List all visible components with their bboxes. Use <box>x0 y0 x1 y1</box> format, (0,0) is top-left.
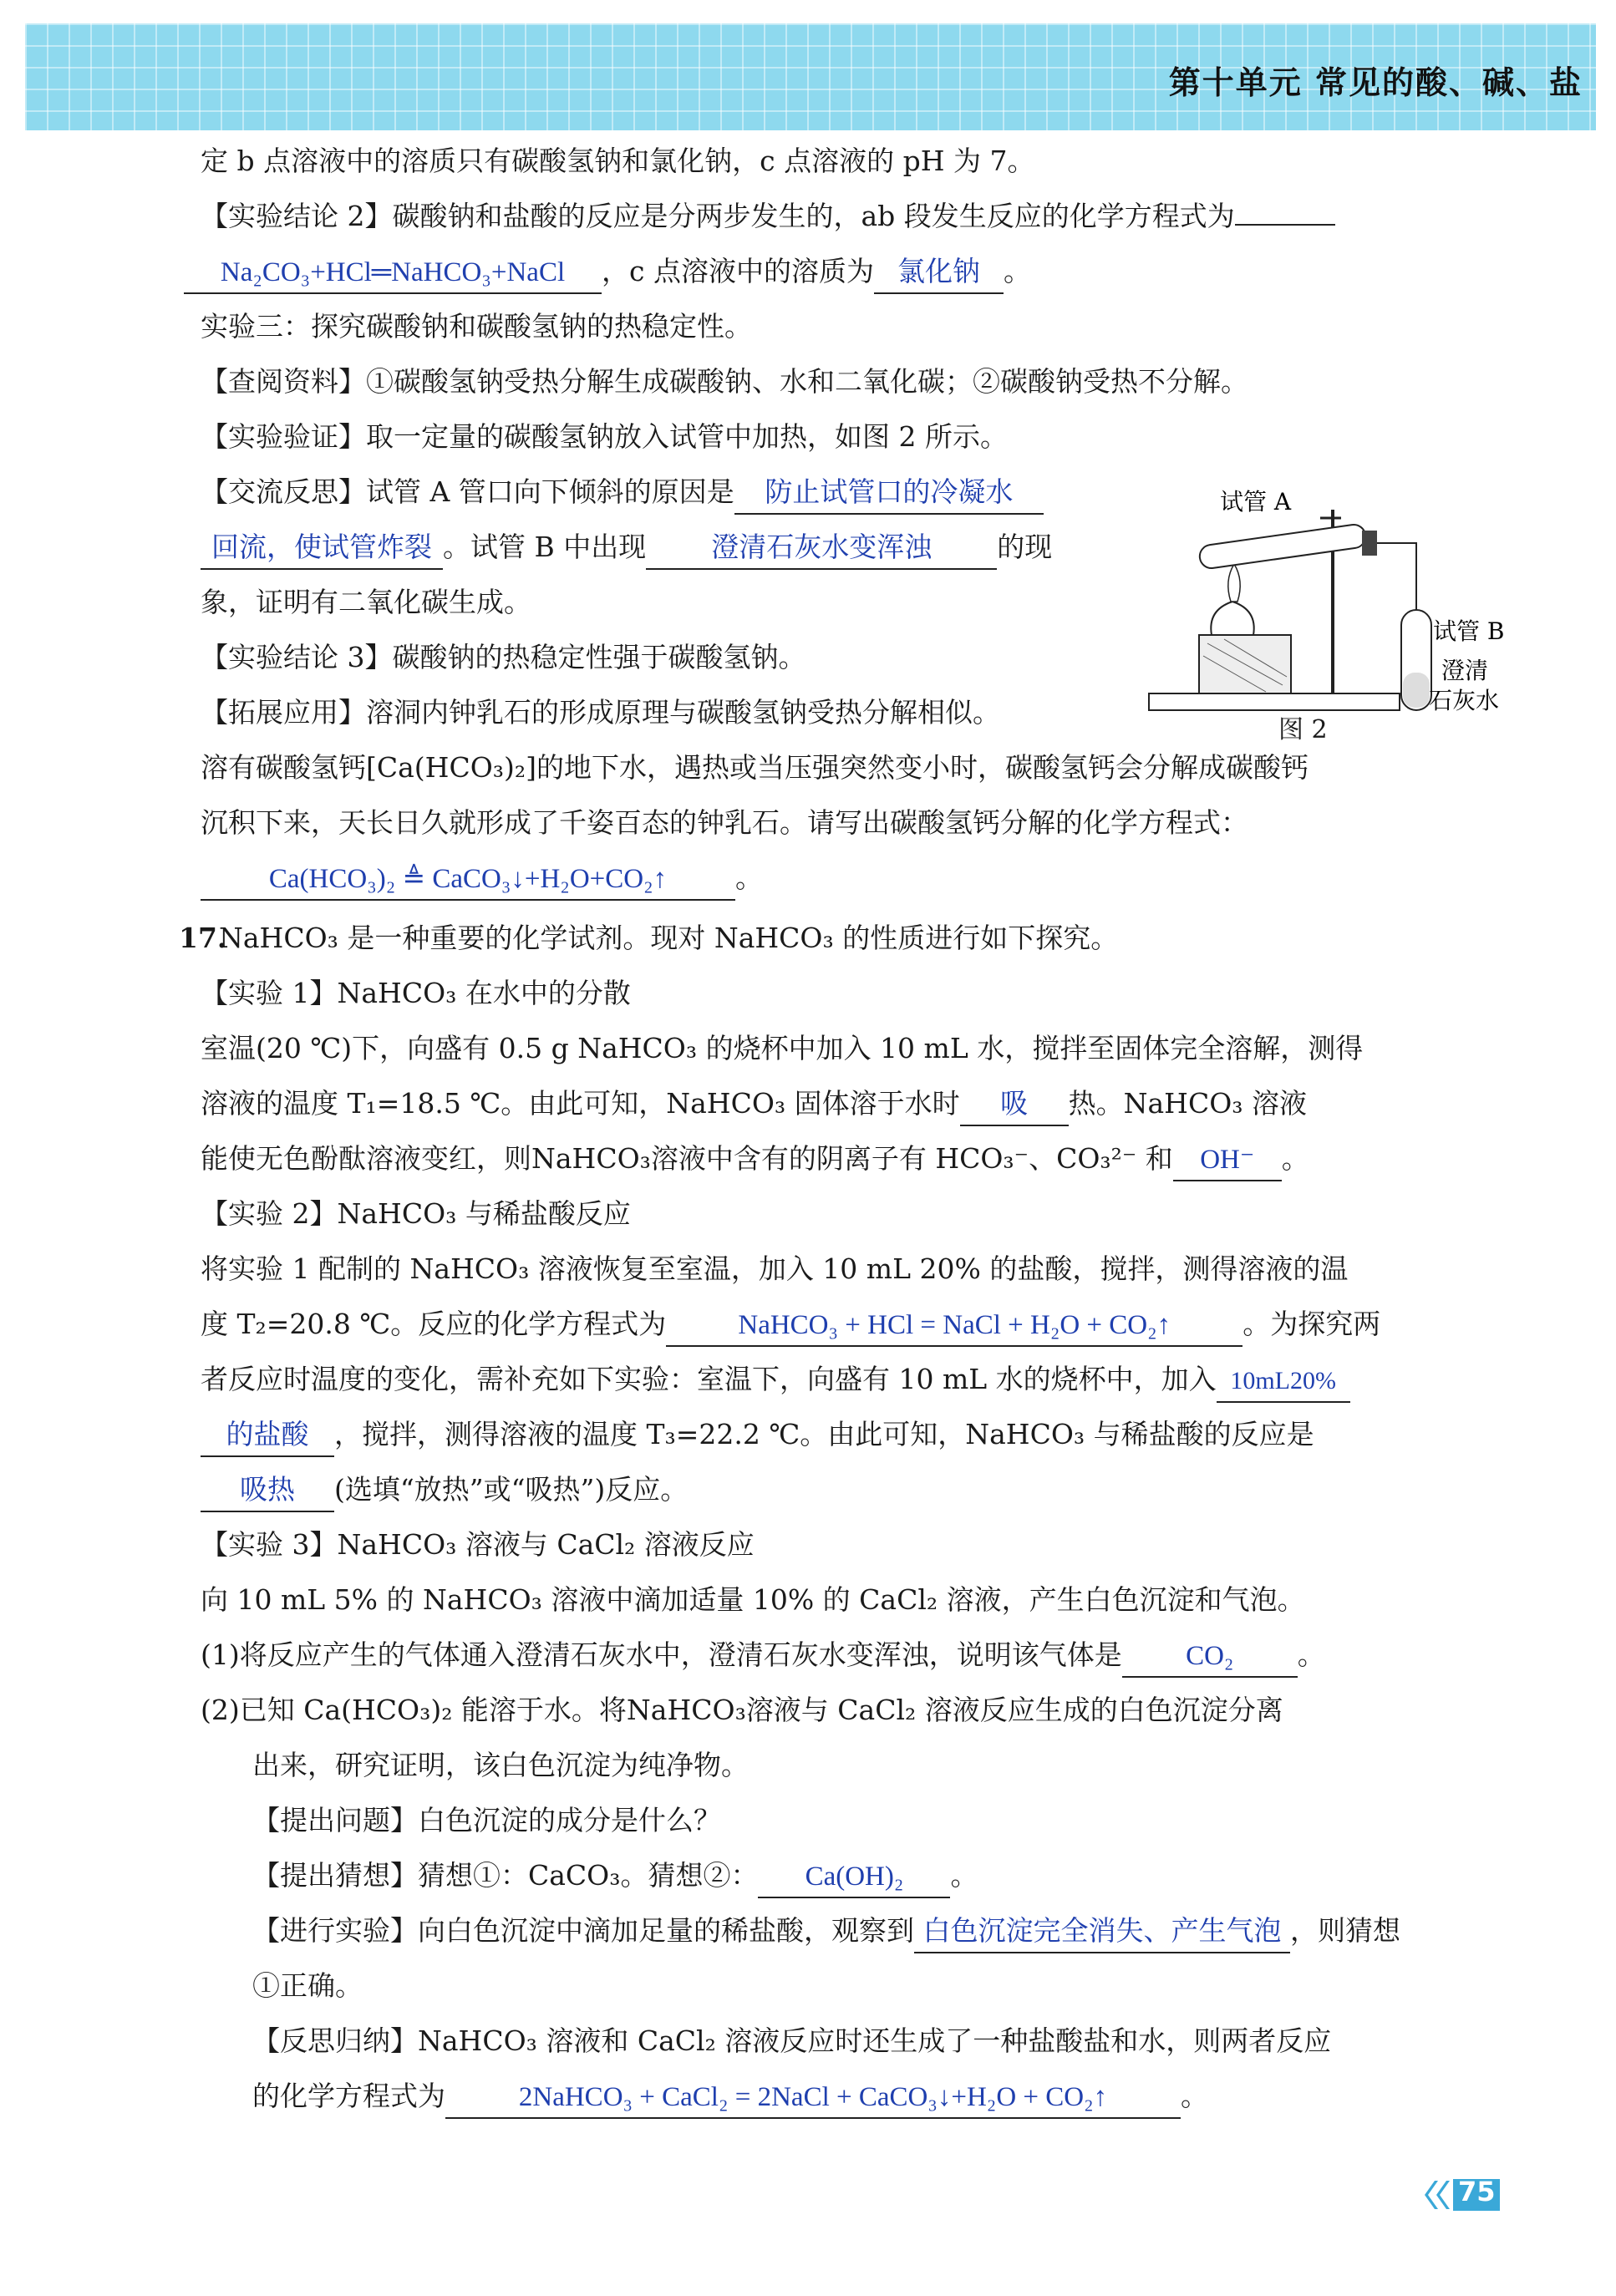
answer-blank <box>1235 224 1335 226</box>
text-line: 吸热 (选填“放热”或“吸热”)反应。 <box>201 1462 688 1517</box>
answer-blank: 2NaHCO₃ + CaCl₂ = 2NaCl + CaCO₃↓+H₂O + CO₂↑ <box>445 2077 1181 2119</box>
answer-blank: 吸热 <box>201 1471 334 1512</box>
label-limewater-1: 澄清 <box>1441 657 1489 684</box>
text-line: 【实验 2】NaHCO₃ 与稀盐酸反应 <box>201 1197 631 1230</box>
answer-blank: 澄清石灰水变浑浊 <box>646 528 997 570</box>
text-line: Ca(HCO₃)₂ ≜ CaCO₃↓+H₂O+CO₂↑ 。 <box>201 851 763 906</box>
text-line: 象，证明有二氧化碳生成。 <box>201 586 531 618</box>
text-line: 溶有碳酸氢钙[Ca(HCO₃)₂]的地下水，遇热或当压强突然变小时，碳酸氢钙会分解成碳酸钙 <box>201 751 1309 784</box>
answer-blank: CO₂ <box>1122 1636 1298 1678</box>
text-line: 【实验 3】NaHCO₃ 溶液与 CaCl₂ 溶液反应 <box>201 1528 755 1561</box>
label-limewater-2: 石灰水 <box>1429 687 1500 714</box>
answer-blank: 防止试管口的冷凝水 <box>734 473 1044 515</box>
text-line: 溶液的温度 T₁=18.5 ℃。由此可知，NaHCO₃ 固体溶于水时 吸 热。NaHCO₃ 溶液 <box>201 1076 1307 1131</box>
text-line: (2)已知 Ca(HCO₃)₂ 能溶于水。将NaHCO₃溶液与 CaCl₂ 溶液反应生成的白色沉淀分离 <box>201 1694 1283 1726</box>
text-line: ①正确。 <box>252 1969 363 2002</box>
text-line: 【提出猜想】猜想①：CaCO₃。猜想②： Ca(OH)₂ 。 <box>252 1848 978 1903</box>
text-line: 【查阅资料】①碳酸氢钠受热分解生成碳酸钠、水和二氧化碳；②碳酸钠受热不分解。 <box>201 365 1248 398</box>
page-number: 75 <box>1458 2176 1496 2207</box>
answer-blank: NaHCO₃ + HCl = NaCl + H₂O + CO₂↑ <box>666 1305 1242 1347</box>
answer-blank: 回流，使试管炸裂 <box>201 528 443 570</box>
text-line: NaHCO₃ 是一种重要的化学试剂。现对 NaHCO₃ 的性质进行如下探究。 <box>219 922 1119 954</box>
text-line: 的盐酸 ，搅拌，测得溶液的温度 T₃=22.2 ℃。由此可知，NaHCO₃ 与稀盐酸的反应是 <box>201 1407 1314 1462</box>
answer-blank: 氯化钠 <box>874 252 1004 294</box>
figure-caption: 图 2 <box>1278 715 1328 744</box>
text-line: 室温(20 ℃)下，向盛有 0.5 g NaHCO₃ 的烧杯中加入 10 mL 水，搅拌至固体完全溶解，测得 <box>201 1032 1364 1064</box>
text-line: 【交流反思】试管 A 管口向下倾斜的原因是 防止试管口的冷凝水 <box>201 465 1044 520</box>
stopper <box>1362 531 1377 556</box>
text-line: 向 10 mL 5% 的 NaHCO₃ 溶液中滴加适量 10% 的 CaCl₂ 溶液，产生白色沉淀和气泡。 <box>201 1583 1305 1616</box>
label-tube-b: 试管 B <box>1433 617 1505 645</box>
label-tube-a: 试管 A <box>1220 488 1292 516</box>
text-line: (1)将反应产生的气体通入澄清石灰水中，澄清石灰水变浑浊，说明该气体是 CO₂ 。 <box>201 1628 1325 1683</box>
stand-base <box>1149 693 1400 710</box>
chapter-title: 第十单元 常见的酸、碱、盐 <box>1168 64 1583 101</box>
alcohol-lamp <box>1211 602 1253 635</box>
answer-blank: 10mL20% <box>1217 1361 1350 1403</box>
text-line: Na₂CO₃+HCl═NaHCO₃+NaCl ，c 点溶液中的溶质为 氯化钠 。 <box>184 244 1031 299</box>
answer-blank: 的盐酸 <box>201 1415 334 1457</box>
text-line: 【提出问题】白色沉淀的成分是什么？ <box>252 1804 721 1836</box>
text-line: 【实验结论 2】碳酸钠和盐酸的反应是分两步发生的，ab 段发生反应的化学方程式为 <box>201 189 1335 244</box>
text-line: 【实验验证】取一定量的碳酸氢钠放入试管中加热，如图 2 所示。 <box>201 420 1008 453</box>
test-tube-a <box>1198 523 1367 570</box>
question-number: 17. <box>179 922 227 954</box>
text-line: 出来，研究证明，该白色沉淀为纯净物。 <box>252 1749 749 1781</box>
text-line: 【实验 1】NaHCO₃ 在水中的分散 <box>201 977 631 1009</box>
answer-blank: OH⁻ <box>1173 1140 1282 1181</box>
text-line: 度 T₂=20.8 ℃。反应的化学方程式为 NaHCO₃ + HCl = NaCl + H₂O + CO₂↑ 。为探究两 <box>201 1297 1380 1352</box>
text-line: 者反应时温度的变化，需补充如下实验：室温下，向盛有 10 mL 水的烧杯中，加入 10mL20% <box>201 1352 1350 1407</box>
text-line: 【实验结论 3】碳酸钠的热稳定性强于碳酸氢钠。 <box>201 641 806 673</box>
answer-blank: Ca(HCO₃)₂ ≜ CaCO₃↓+H₂O+CO₂↑ <box>201 859 735 901</box>
answer-blank: Na₂CO₃+HCl═NaHCO₃+NaCl <box>184 252 602 294</box>
text-line: 【进行实验】向白色沉淀中滴加足量的稀盐酸，观察到 白色沉淀完全消失、产生气泡 ，则猜想 <box>252 1903 1400 1958</box>
text-line: 实验三：探究碳酸钠和碳酸氢钠的热稳定性。 <box>201 310 752 343</box>
text-line: 将实验 1 配制的 NaHCO₃ 溶液恢复至室温，加入 10 mL 20% 的盐酸，搅拌，测得溶液的温 <box>201 1252 1349 1285</box>
text-line: 【拓展应用】溶洞内钟乳石的形成原理与碳酸氢钠受热分解相似。 <box>201 696 1000 729</box>
text-line: 的化学方程式为 2NaHCO₃ + CaCl₂ = 2NaCl + CaCO₃↓+H₂O + CO₂↑ 。 <box>252 2069 1208 2124</box>
text-line: 【反思归纳】NaHCO₃ 溶液和 CaCl₂ 溶液反应时还生成了一种盐酸盐和水，则两者反应 <box>252 2024 1332 2057</box>
answer-blank: Ca(OH)₂ <box>758 1857 950 1898</box>
answer-blank: 白色沉淀完全消失、产生气泡 <box>914 1912 1290 1953</box>
text-line: 沉积下来，天长日久就形成了千姿百态的钟乳石。请写出碳酸氢钙分解的化学方程式： <box>201 806 1248 839</box>
answer-blank: 吸 <box>960 1085 1069 1126</box>
text-line: 能使无色酚酞溶液变红，则NaHCO₃溶液中含有的阴离子有 HCO₃⁻、CO₃²⁻ 和 OH⁻ 。 <box>201 1131 1309 1186</box>
text-line: 定 b 点溶液中的溶质只有碳酸氢钠和氯化钠，c 点溶液的 pH 为 7。 <box>201 145 1035 177</box>
text-line: 回流，使试管炸裂 。试管 B 中出现 澄清石灰水变浑浊 的现 <box>201 520 1052 575</box>
flame <box>1228 564 1240 602</box>
